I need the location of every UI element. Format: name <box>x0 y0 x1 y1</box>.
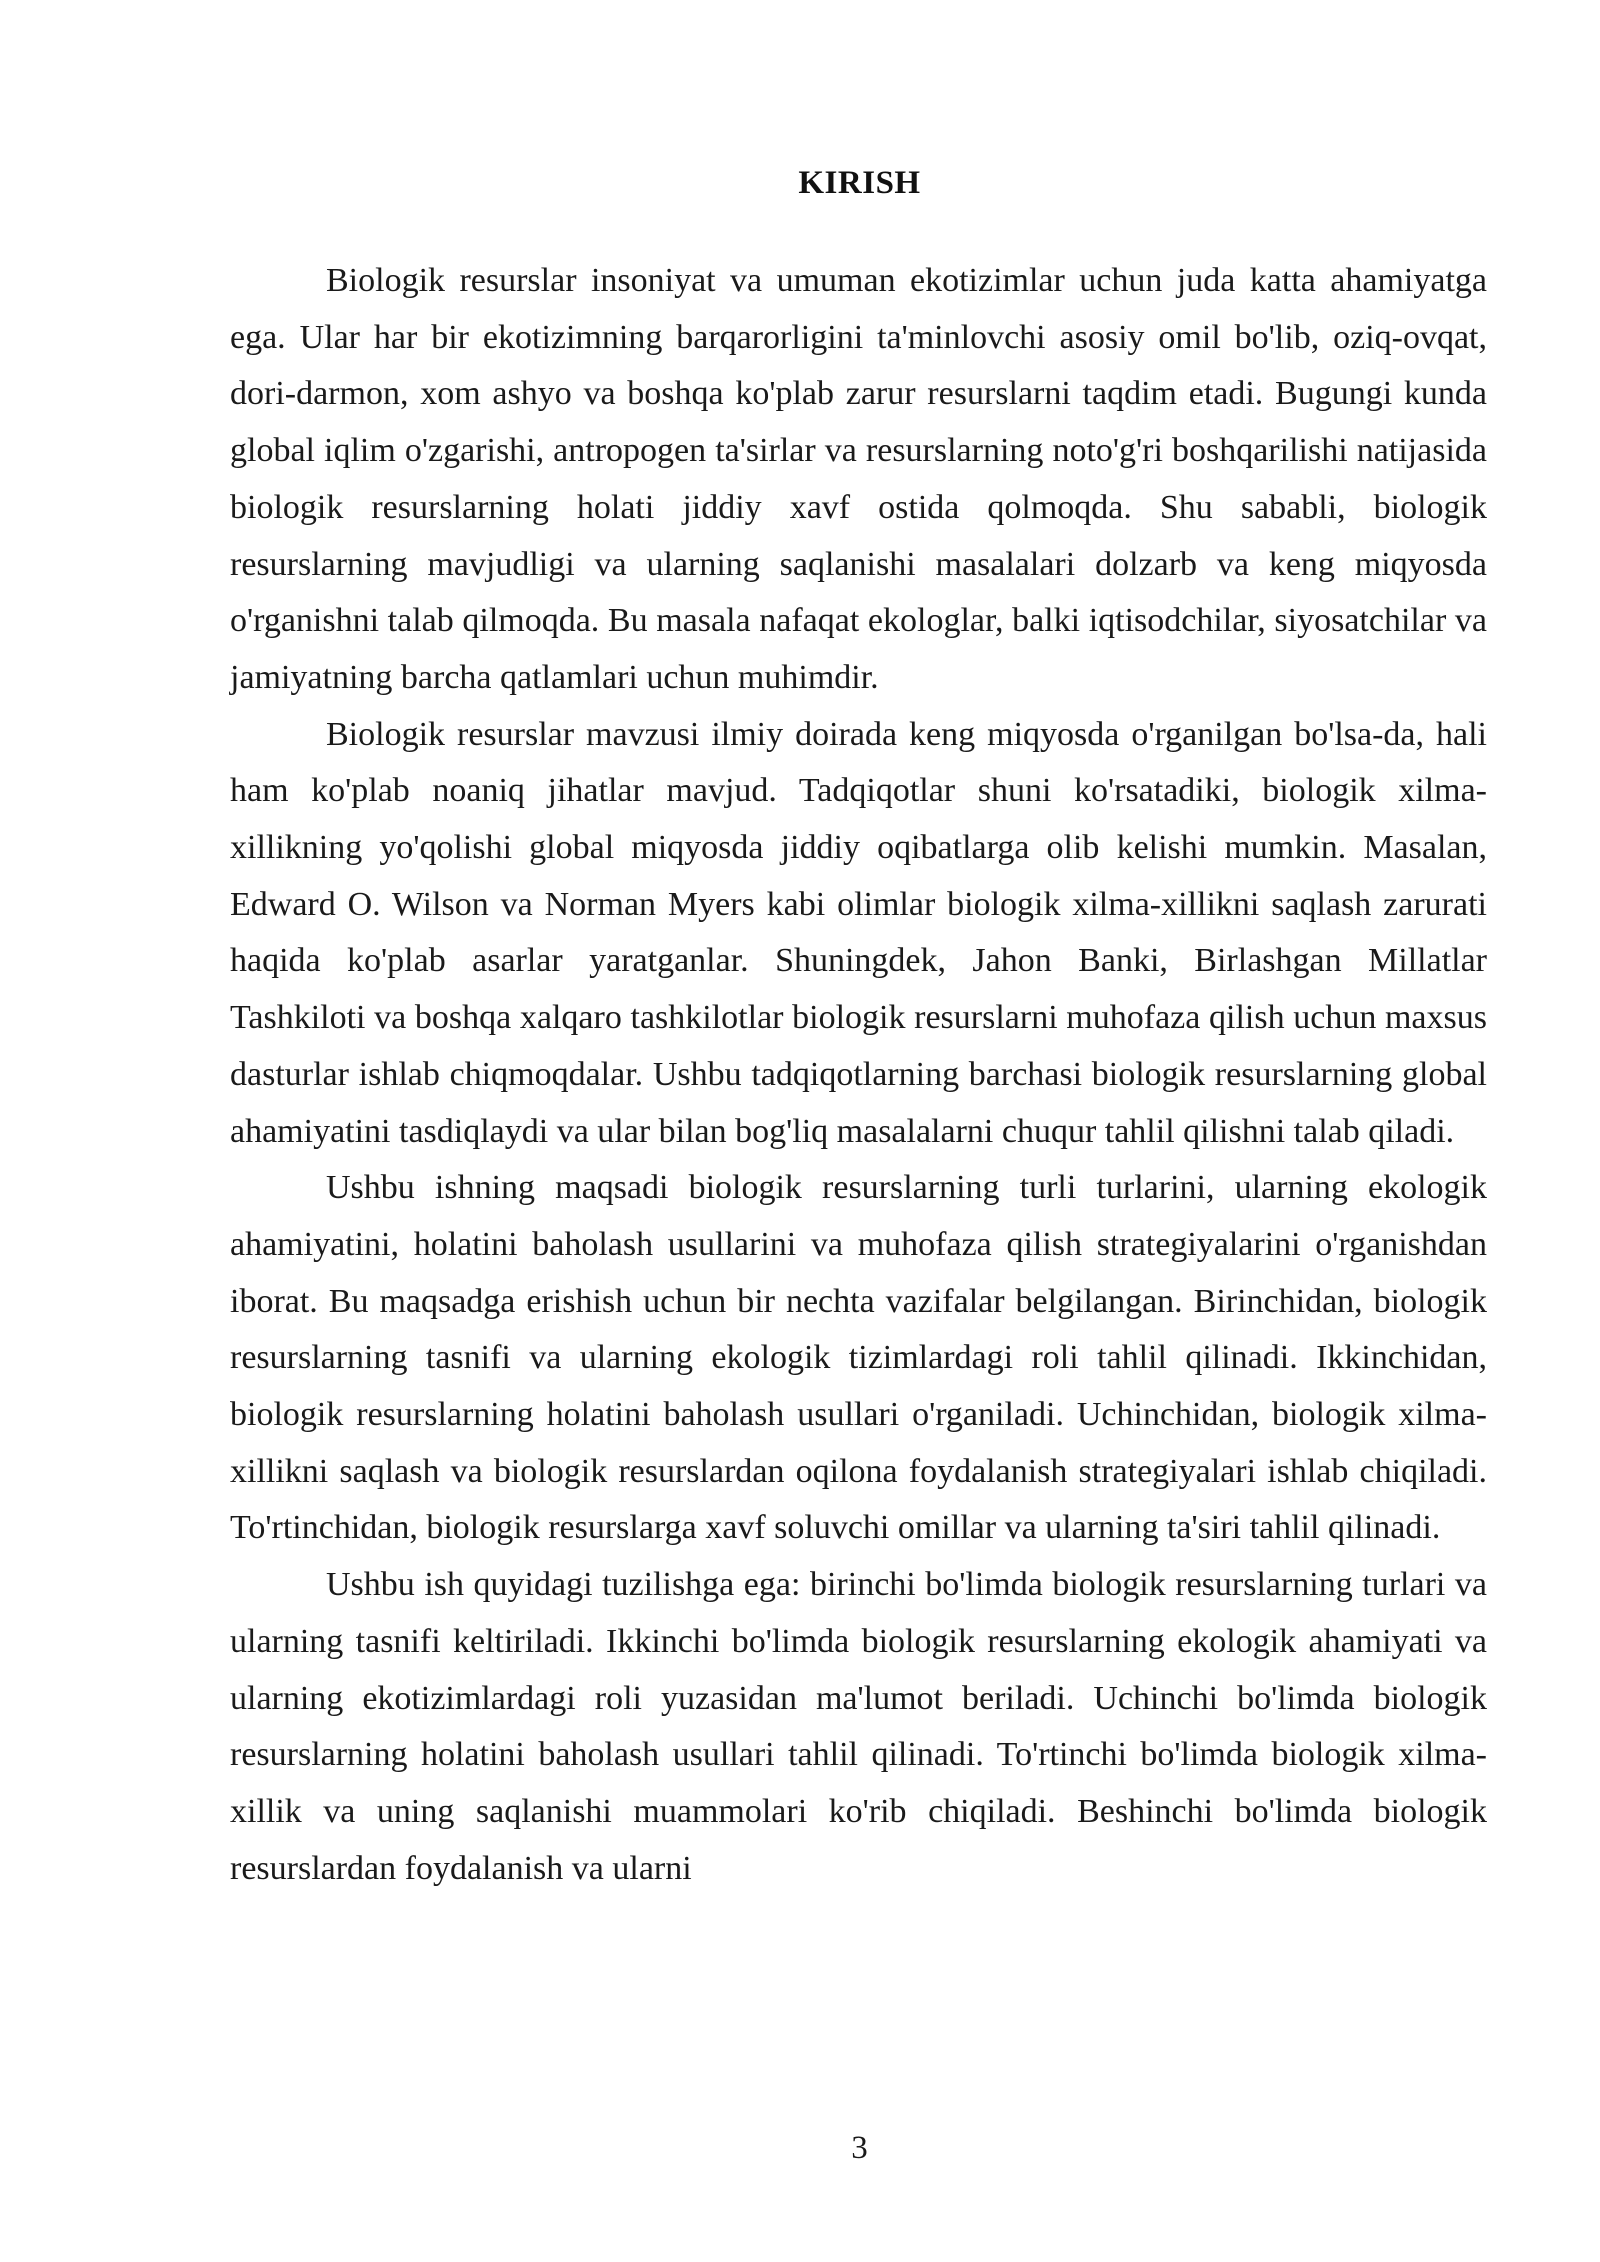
paragraph-1: Biologik resurslar insoniyat va umuman ekotizimlar uchun juda katta ahamiyatga ega. Ular har bir ekotizimning barqarorligini ta'minlovchi asosiy omil bo'lib, oziq-ovqat, dori-darmon, xom ashyo va boshqa ko'plab zarur resurslarni taqdim etadi. Bugungi kunda global iqlim o'zgarishi, antropogen ta'sirlar va resurslarning noto'g'ri boshqarilishi natijasida biologik resurslarning holati jiddiy xavf ostida qolmoqda. Shu sababli, biologik resurslarning mavjudligi va ularning saqlanishi masalalari dolzarb va keng miqyosda o'rganishni talab qilmoqda. Bu masala nafaqat ekologlar, balki iqtisodchilar, siyosatchilar va jamiyatning barcha qatlamlari uchun muhimdir. <box>230 262 1487 696</box>
paragraph-3: Ushbu ishning maqsadi biologik resurslarning turli turlarini, ularning ekologik ahamiyatini, holatini baholash usullarini va muhofaza qilish strategiyalarini o'rganishdan iborat. Bu maqsadga erishish uchun bir nechta vazifalar belgilangan. Birinchidan, biologik resurslarning tasnifi va ularning ekologik tizimlardagi roli tahlil qilinadi. Ikkinchidan, biologik resurslarning holatini baholash usullari o'rganiladi. Uchinchidan, biologik xilma-xillikni saqlash va biologik resurslardan oqilona foydalanish strategiyalari ishlab chiqiladi. To'rtinchidan, biologik resurslarga xavf soluvchi omillar va ularning ta'siri tahlil qilinadi. <box>230 1169 1487 1547</box>
page-number: 3 <box>851 2130 868 2166</box>
paragraph-4: Ushbu ish quyidagi tuzilishga ega: birinchi bo'limda biologik resurslarning turlari va ularning tasnifi keltiriladi. Ikkinchi bo'limda biologik resurslarning ekologik ahamiyati va ularning ekotizimlardagi roli yuzasidan ma'lumot beriladi. Uchinchi bo'limda biologik resurslarning holatini baholash usullari tahlil qilinadi. To'rtinchi bo'limda biologik xilma-xillik va uning saqlanishi muammolari ko'rib chiqiladi. Beshinchi bo'limda biologik resurslardan foydalanish va ularni <box>230 1566 1487 1887</box>
page-title: KIRISH <box>798 165 921 201</box>
body-text <box>230 253 1487 1897</box>
paragraph-2: Biologik resurslar mavzusi ilmiy doirada keng miqyosda o'rganilgan bo'lsa-da, hali ham ko'plab noaniq jihatlar mavjud. Tadqiqotlar shuni ko'rsatadiki, biologik xilma-xillikning yo'qolishi global miqyosda jiddiy oqibatlarga olib kelishi mumkin. Masalan, Edward O. Wilson va Norman Myers kabi olimlar biologik xilma-xillikni saqlash zarurati haqida ko'plab asarlar yaratganlar. Shuningdek, Jahon Banki, Birlashgan Millatlar Tashkiloti va boshqa xalqaro tashkilotlar biologik resurslarni muhofaza qilish uchun maxsus dasturlar ishlab chiqmoqdalar. Ushbu tadqiqotlarning barchasi biologik resurslarning global ahamiyatini tasdiqlaydi va ular bilan bog'liq masalalarni chuqur tahlil qilishni talab qiladi. <box>230 715 1487 1150</box>
